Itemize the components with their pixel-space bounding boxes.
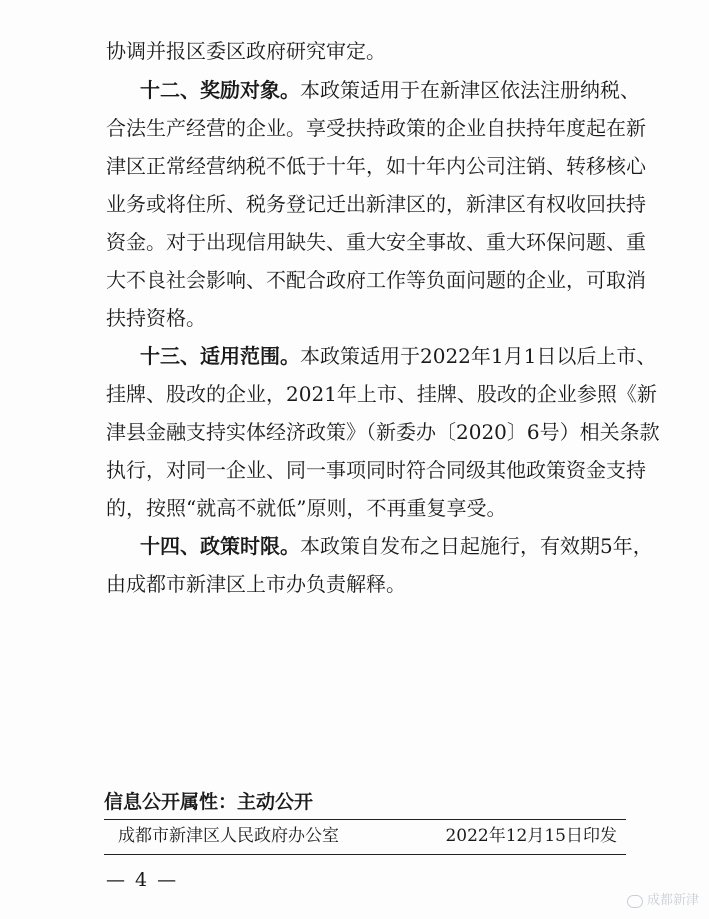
paragraph-text: 本政策适用于2022年1月1日以后上市、 — [300, 344, 657, 368]
paragraph-line: 资金。对于出现信用缺失、重大安全事故、重大环保问题、重 — [106, 230, 646, 254]
paragraph-line: 大不良社会影响、不配合政府工作等负面问题的企业，可取消 — [106, 268, 646, 292]
chat-bubble-icon — [627, 895, 643, 908]
issue-date: 2022年12月15日印发 — [445, 826, 617, 846]
watermark-text: 成都新津 — [646, 893, 699, 908]
paragraph-line: 扶持资格。 — [106, 306, 206, 330]
paragraph-text: 本政策适用于在新津区依法注册纳税、 — [300, 78, 640, 102]
section-13-heading: 十三、适用范围。 — [140, 344, 300, 368]
section-14-first-line — [140, 533, 653, 559]
info-disclosure-label: 信息公开属性：主动公开 — [104, 791, 314, 813]
paragraph-text: 本政策自发布之日起施行，有效期5年， — [300, 534, 653, 558]
footer-rule-bottom — [104, 854, 626, 855]
footer-rule-top — [104, 819, 626, 820]
watermark — [627, 893, 699, 909]
section-12-first-line — [140, 77, 640, 103]
paragraph-line: 由成都市新津区上市办负责解释。 — [106, 572, 406, 596]
paragraph-line: 合法生产经营的企业。享受扶持政策的企业自扶持年度起在新 — [106, 116, 646, 140]
paragraph-line: 业务或将住所、税务登记迁出新津区的，新津区有权收回扶持 — [106, 192, 646, 216]
paragraph-line: 协调并报区委区政府研究审定。 — [106, 39, 386, 63]
page-number: — 4 — — [106, 869, 179, 891]
section-12-heading: 十二、奖励对象。 — [140, 78, 300, 102]
section-13-first-line — [140, 343, 657, 369]
paragraph-line: 津县金融支持实体经济政策》（新委办〔2020〕6号）相关条款 — [106, 420, 660, 444]
paragraph-line: 津区正常经营纳税不低于十年，如十年内公司注销、转移核心 — [106, 154, 646, 178]
paragraph-line: 执行，对同一企业、同一事项同时符合同级其他政策资金支持 — [106, 458, 646, 482]
paragraph-line: 挂牌、股改的企业，2021年上市、挂牌、股改的企业参照《新 — [106, 382, 657, 406]
issuing-office: 成都市新津区人民政府办公室 — [118, 826, 339, 846]
section-14-heading: 十四、政策时限。 — [140, 534, 300, 558]
paragraph-line: 的，按照“就高不就低”原则，不再重复享受。 — [106, 496, 507, 520]
